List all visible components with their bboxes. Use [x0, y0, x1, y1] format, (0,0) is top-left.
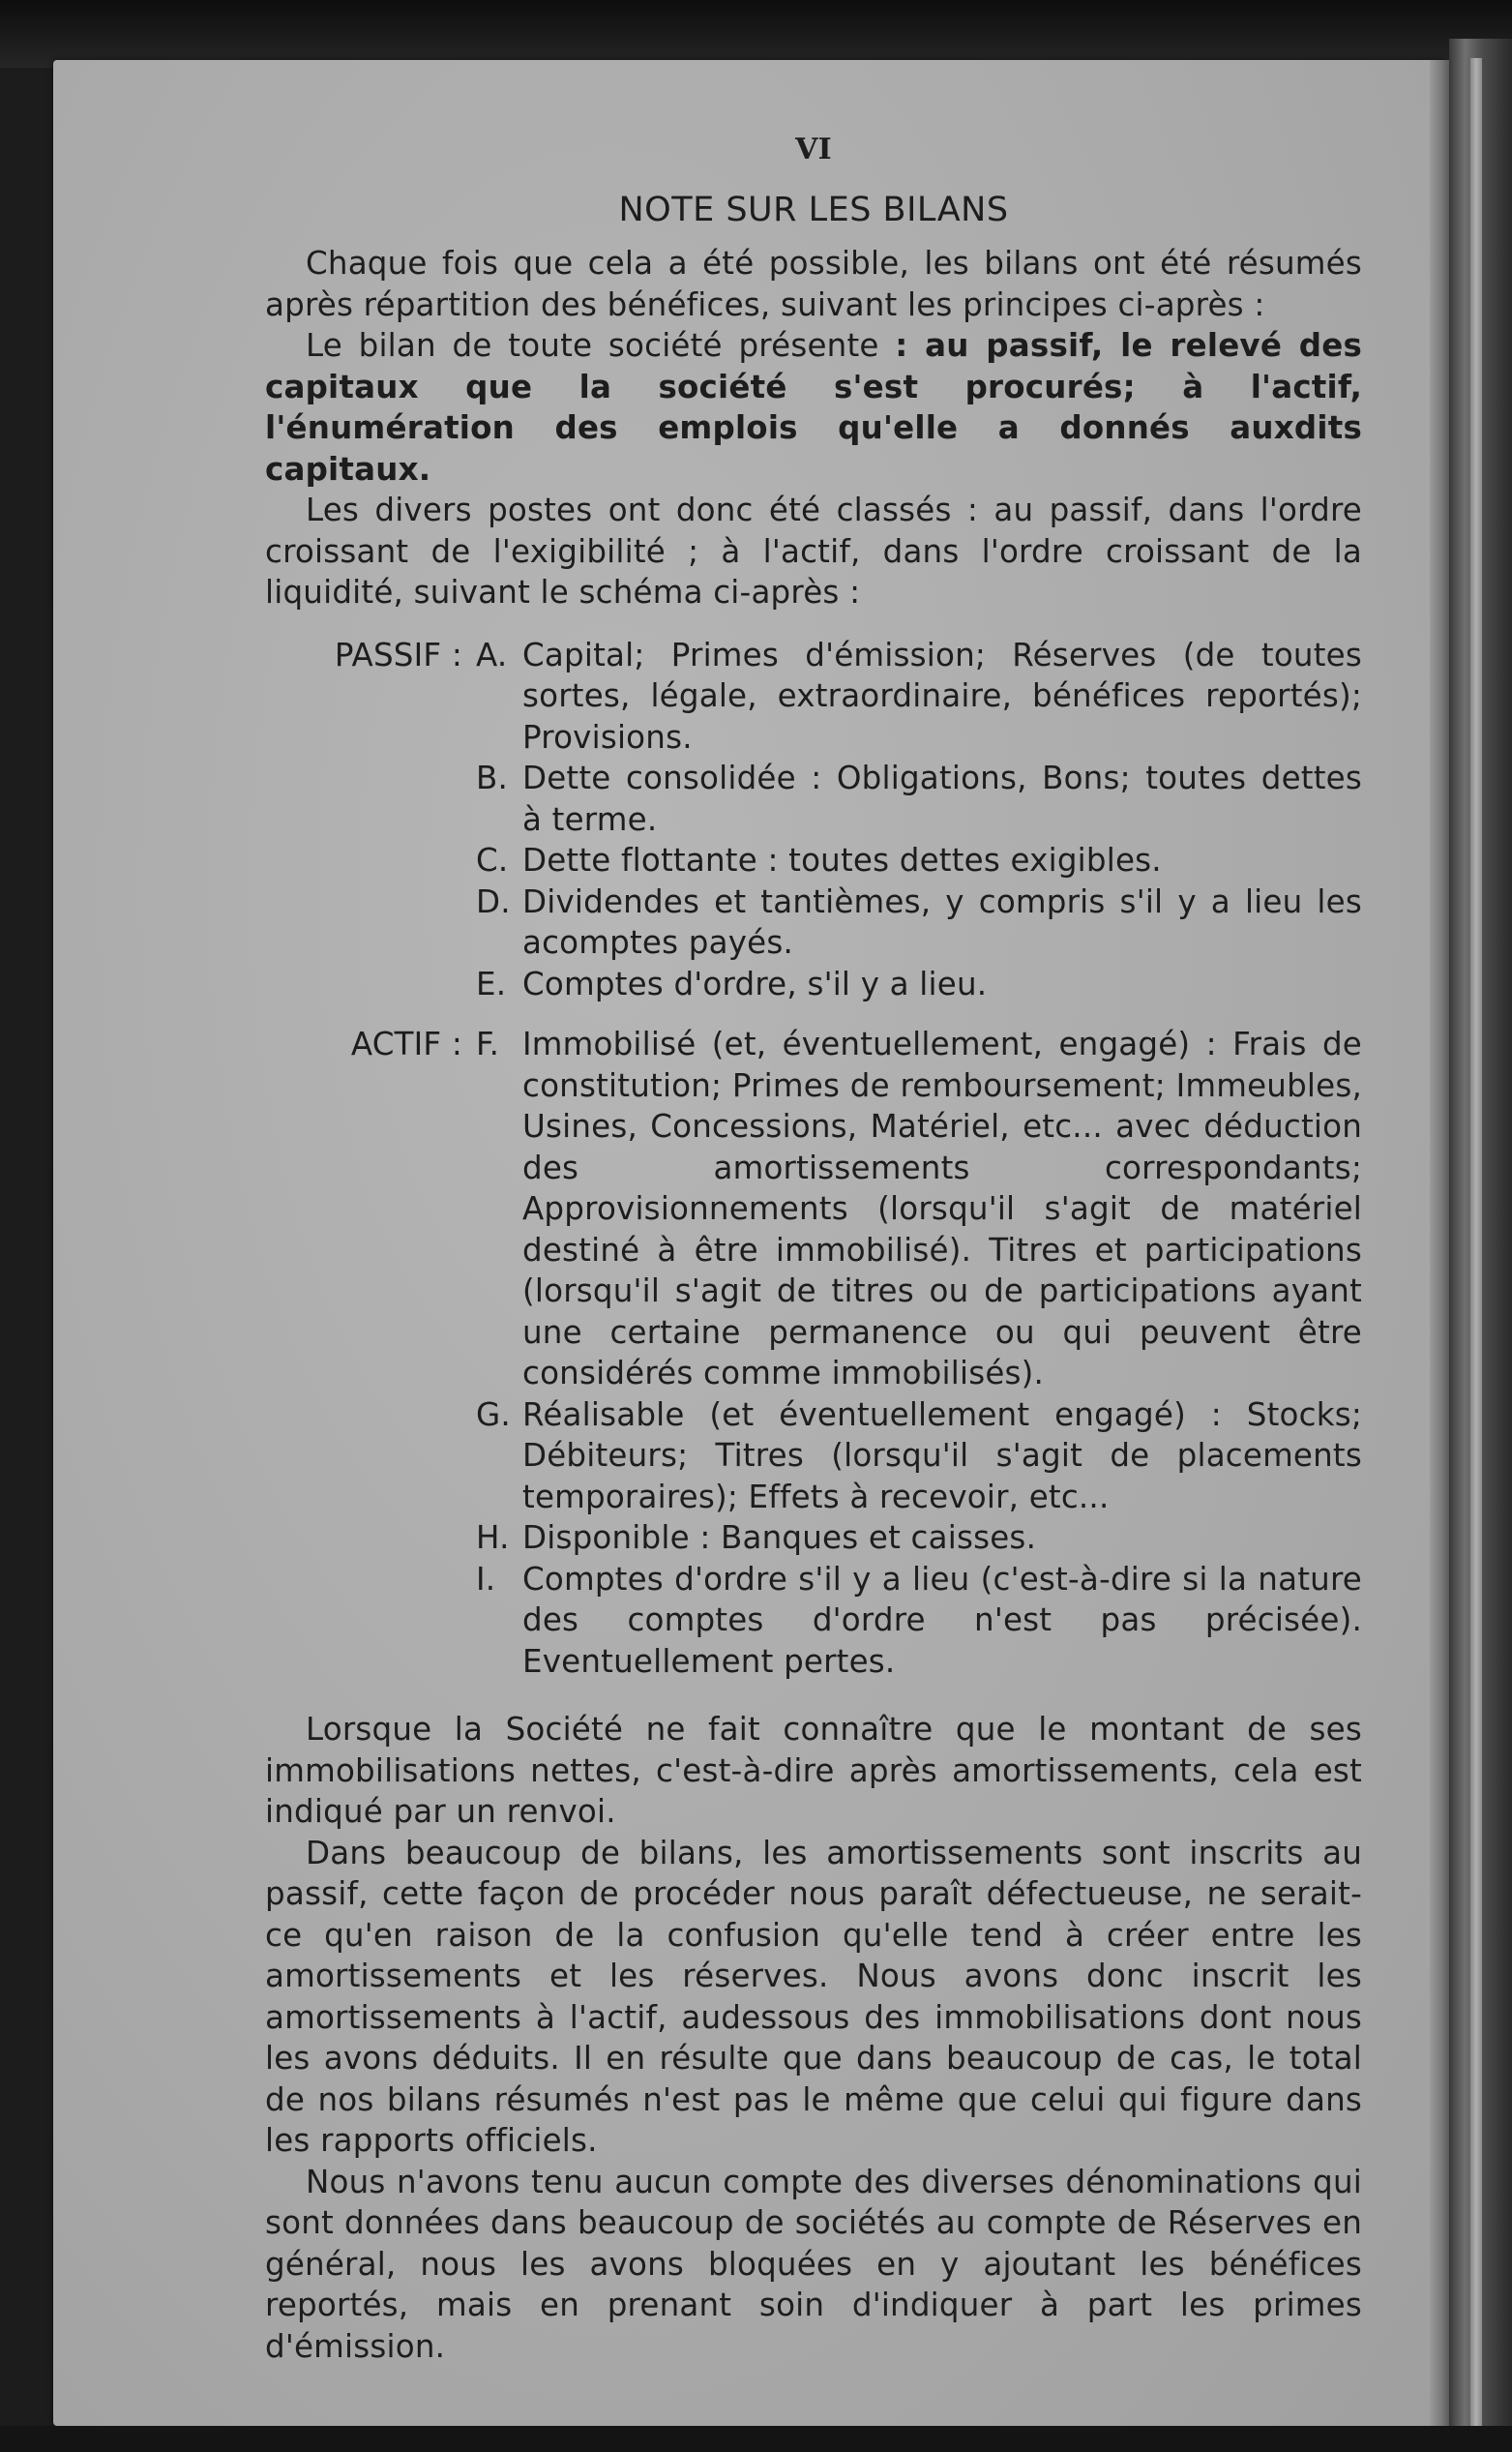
closing-paragraph-3: Nous n'avons tenu aucun compte des diverses dénominations qui sont données dans beaucoup de sociétés au compte de Réserves en général, nous les avons bloquées en y ajoutant les bénéfices reportés, mais en prenant soin d'indiquer à part les primes d'émission. — [265, 2163, 1362, 2365]
intro-paragraph-3: Les divers postes ont donc été classés : au passif, dans l'ordre croissant de l'exigibilité ; à l'actif, dans l'ordre croissant de la liquidité, suivant le schéma ci-après : — [265, 492, 1362, 611]
page-title: NOTE SUR LES BILANS — [618, 191, 1009, 229]
item-letter: G. — [476, 1395, 511, 1433]
item-text: Capital; Primes d'émission; Réserves (de toutes sortes, légale, extraordinaire, bénéfices reportés); Provisions. — [522, 636, 1362, 756]
page-text — [265, 131, 1362, 2367]
intro-paragraph-1: Chaque fois que cela a été possible, les bilans ont été résumés après répartition des bénéfices, suivant les principes ci-après : — [265, 245, 1362, 323]
item-text: Dette consolidée : Obligations, Bons; toutes dettes à terme. — [522, 760, 1362, 838]
page-number: VI — [795, 133, 832, 166]
item-letter: C. — [476, 842, 509, 879]
closing-paragraph-1: Lorsque la Société ne fait connaître que le montant de ses immobilisations nettes, c'est-à-dire après amortissements, cela est indiqué par un renvoi. — [265, 1711, 1362, 1830]
schema-item-e — [265, 964, 1362, 1005]
item-letter: F. — [476, 1026, 500, 1062]
item-text: Comptes d'ordre, s'il y a lieu. — [522, 965, 988, 1002]
item-text: Dette flottante : toutes dettes exigibles. — [522, 842, 1162, 879]
schema-item-d — [265, 882, 1362, 964]
item-letter: I. — [476, 1560, 496, 1598]
intro-p2-start: Le bilan de toute société présente — [306, 327, 896, 364]
schema-item-a — [265, 635, 1362, 759]
balance-schema — [265, 635, 1362, 1683]
book-binding-bottom — [0, 2426, 1512, 2452]
schema-item-c — [265, 840, 1362, 882]
item-text: Comptes d'ordre s'il y a lieu (c'est-à-dire si la nature des comptes d'ordre n'est pas précisée). Eventuellement pertes. — [522, 1560, 1362, 1680]
item-letter: E. — [476, 965, 507, 1002]
schema-item-h — [265, 1517, 1362, 1559]
spine-band — [1470, 58, 1482, 2429]
item-letter: D. — [476, 882, 511, 920]
item-letter: A. — [476, 636, 508, 673]
actif-label: ACTIF : — [350, 1026, 462, 1062]
item-letter: H. — [476, 1519, 510, 1556]
item-text: Disponible : Banques et caisses. — [522, 1519, 1037, 1556]
schema-item-i — [265, 1559, 1362, 1683]
intro-paragraph-2 — [265, 325, 1362, 490]
intro-p2-bold: : au passif, le relevé des capitaux que la société s'est procurés; à l'actif, l'énumération des emplois qu'elle a donnés auxdits capitaux. — [265, 327, 1362, 488]
schema-item-f — [265, 1024, 1362, 1394]
schema-item-b — [265, 758, 1362, 840]
page-edge — [1430, 60, 1449, 2426]
item-letter: B. — [476, 760, 509, 796]
item-text: Réalisable (et éventuellement engagé) : Stocks; Débiteurs; Titres (lorsqu'il s'agit de placements temporaires); Effets à recevoir, etc... — [522, 1395, 1362, 1515]
item-text: Immobilisé (et, éventuellement, engagé) : Frais de constitution; Primes de remboursement; Immeubles, Usines, Concessions, Matériel, etc... avec déduction des amortissements correspondants; Approvisionnements (lorsqu'il s'agit de matériel destiné à être immobilisé). Titres et participations (lorsqu'il s'agit de titres ou de participations ayant une certaine permanence ou qui peuvent être considérés comme immobilisés). — [522, 1026, 1362, 1391]
closing-paragraph-2: Dans beaucoup de bilans, les amortissements sont inscrits au passif, cette façon de procéder nous paraît défectueuse, ne serait-ce qu'en raison de la confusion qu'elle tend à créer entre les amortissements et les réserves. Nous avons donc inscrit les amortissements à l'actif, audessous des immobilisations dont nous les avons déduits. Il en résulte que dans beaucoup de cas, le total de nos bilans résumés n'est pas le même que celui qui figure dans les rapports officiels. — [265, 1834, 1362, 2159]
item-text: Dividendes et tantièmes, y compris s'il y a lieu les acomptes payés. — [522, 882, 1362, 961]
passif-label: PASSIF : — [334, 636, 462, 673]
book-binding-top — [0, 0, 1512, 68]
schema-item-g — [265, 1394, 1362, 1518]
